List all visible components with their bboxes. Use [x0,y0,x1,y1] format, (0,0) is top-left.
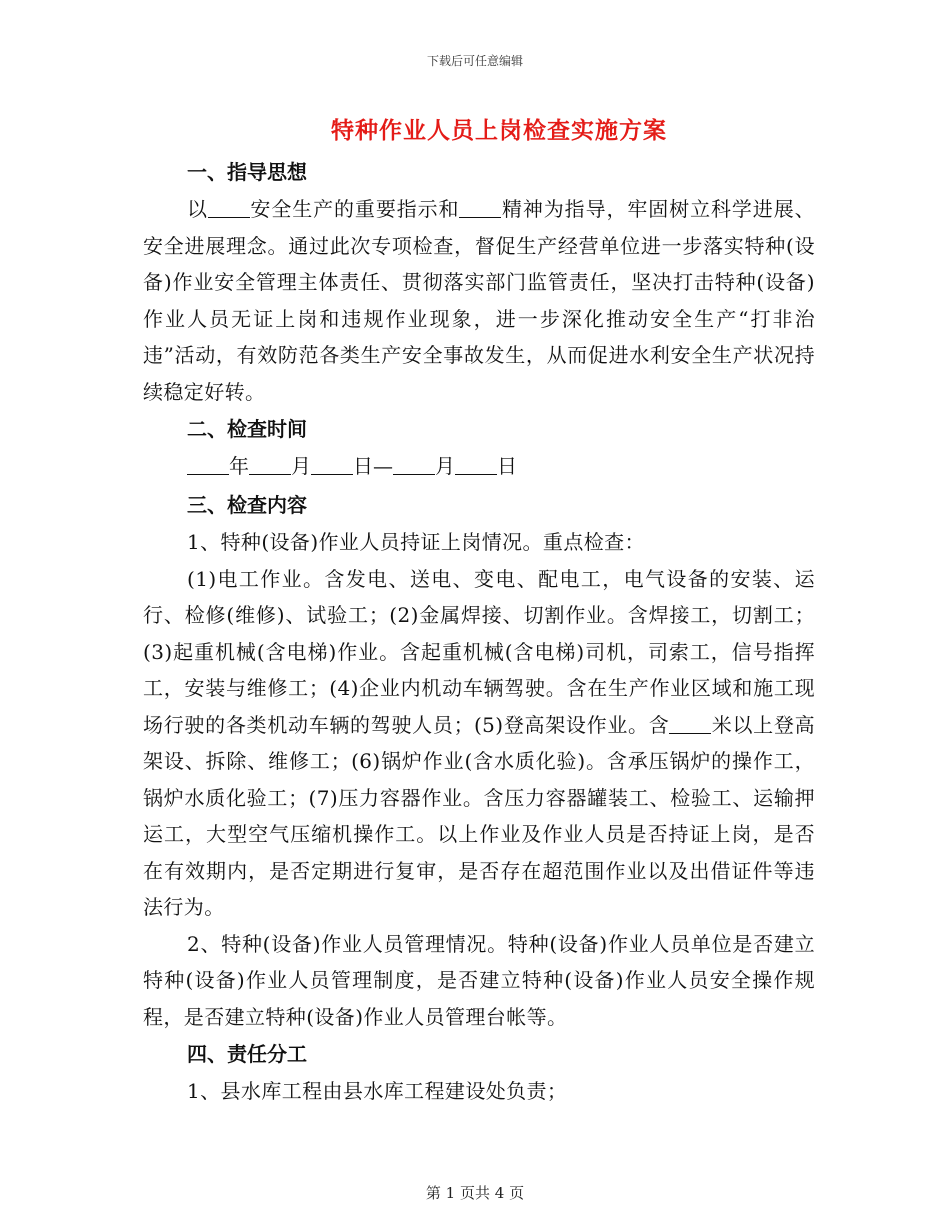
page-footer: 第 1 页共 4 页 [425,1184,525,1202]
section-heading-responsibility: 四、责任分工 [187,1042,307,1066]
paragraph-content-item2: 2、特种(设备)作业人员管理情况。特种(设备)作业人员单位是否建立特种(设备)作业人员管理制度，是否建立特种(设备)作业人员安全操作规程，是否建立特种(设备)作业人员管理台帐等。 [143,931,815,1029]
page-header: 下载后可任意编辑 [426,54,523,68]
inspection-date-line: 年 月 日— 月 日 [187,448,815,484]
blank-underline [208,199,250,218]
document-title: 特种作业人员上岗检查实施方案 [331,117,667,144]
paragraph-responsibility-item1: 1、县水库工程由县水库工程建设处负责； [187,1079,568,1103]
blank-underline [459,199,501,218]
section-heading-content: 三、检查内容 [187,493,307,517]
section-heading-time: 二、检查时间 [187,417,307,441]
blank-underline [669,715,711,734]
document-body [143,112,815,1110]
paragraph-content-item1-intro: 1、特种(设备)作业人员持证上岗情况。重点检查： [187,530,645,554]
paragraph-guiding: 以 安全生产的重要指示和 精神为指导，牢固树立科学进展、安全进展理念。通过此次专项检查，督促生产经营单位进一步落实特种(设备)作业安全管理主体责任、贯彻落实部门监管责任，坚决打击特种(设备)作业人员无证上岗和违规作业现象，进一步深化推动安全生产“打非治违”活动，有效防范各类生产安全事故发生，从而促进水利安全生产状况持续稳定好转。 [143,197,816,404]
paragraph-content-item1-body: (1)电工作业。含发电、送电、变电、配电工，电气设备的安装、运行、检修(维修)、试验工；(2)金属焊接、切割作业。含焊接工，切割工；(3)起重机械(含电梯)作业。含起重机械(含电梯)司机，司索工，信号指挥工，安装与维修工；(4)企业内机动车辆驾驶。含在生产作业区域和施工现场行驶的各类机动车辆的驾驶人员；(5)登高架设作业。含 米以上登高架设、拆除、维修工；(6)锅炉作业(含水质化验)。含承压锅炉的操作工，锅炉水质化验工；(7)压力容器作业。含压力容器罐装工、检验工、运输押运工，大型空气压缩机操作工。以上作业及作业人员是否持证上岗，是否在有效期内，是否定期进行复审，是否存在超范围作业以及出借证件等违法行为。 [143,566,815,919]
section-heading-guiding: 一、指导思想 [187,160,307,184]
